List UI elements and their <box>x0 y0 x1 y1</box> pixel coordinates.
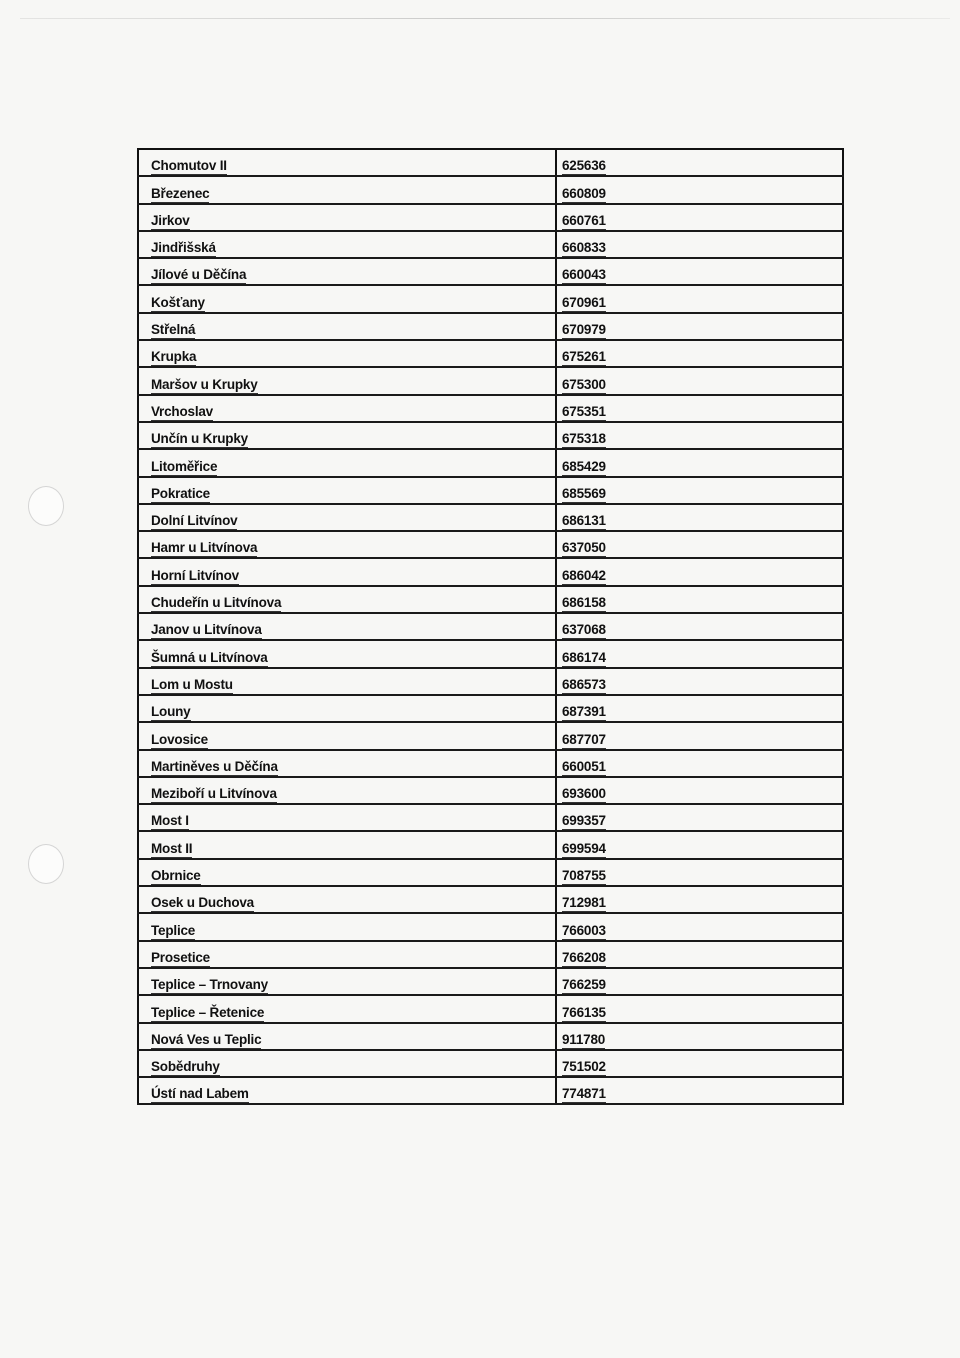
cadastral-area-name-cell <box>138 285 556 312</box>
table-row <box>138 777 843 804</box>
cadastral-area-code: 708755 <box>562 868 606 884</box>
cadastral-area-name-cell <box>138 859 556 886</box>
cadastral-area-code: 686131 <box>562 513 606 529</box>
table-row <box>138 313 843 340</box>
cadastral-area-code: 766208 <box>562 949 606 965</box>
cadastral-area-name: Košťany <box>151 294 205 310</box>
cadastral-area-code-cell <box>556 777 843 804</box>
cadastral-area-code: 699357 <box>562 813 606 829</box>
cadastral-area-code: 766003 <box>562 922 606 938</box>
cadastral-area-code: 687391 <box>562 704 606 720</box>
cadastral-area-code: 685429 <box>562 458 606 474</box>
cadastral-area-code-cell <box>556 477 843 504</box>
cadastral-area-name-cell <box>138 258 556 285</box>
cadastral-area-name-cell <box>138 777 556 804</box>
cadastral-area-name-cell <box>138 558 556 585</box>
cadastral-area-name-cell <box>138 204 556 231</box>
cadastral-area-code-cell <box>556 750 843 777</box>
cadastral-area-name: Jirkov <box>151 212 190 228</box>
table-row <box>138 1023 843 1050</box>
cadastral-area-name-cell <box>138 149 556 176</box>
cadastral-area-code: 686174 <box>562 649 606 665</box>
cadastral-area-code-cell <box>556 558 843 585</box>
table-row <box>138 204 843 231</box>
table-row <box>138 695 843 722</box>
cadastral-area-code: 774871 <box>562 1086 606 1102</box>
cadastral-area-code-cell <box>556 367 843 394</box>
cadastral-area-code: 625636 <box>562 158 606 174</box>
cadastral-area-name: Chudeřín u Litvínova <box>151 595 282 611</box>
cadastral-area-code: 675261 <box>562 349 606 365</box>
cadastral-area-code-cell <box>556 313 843 340</box>
cadastral-area-name: Teplice – Řetenice <box>151 1004 265 1020</box>
cadastral-area-code-cell <box>556 695 843 722</box>
punch-hole-bottom <box>28 844 64 884</box>
cadastral-area-name: Sobědruhy <box>151 1059 220 1075</box>
cadastral-area-name: Krupka <box>151 349 197 365</box>
cadastral-area-name-cell <box>138 422 556 449</box>
table-row <box>138 831 843 858</box>
cadastral-area-name: Střelná <box>151 322 196 338</box>
table-row <box>138 913 843 940</box>
table-row <box>138 531 843 558</box>
table-row <box>138 176 843 203</box>
table-row <box>138 586 843 613</box>
cadastral-area-name-cell <box>138 995 556 1022</box>
cadastral-area-code-cell <box>556 886 843 913</box>
cadastral-area-name: Martiněves u Děčína <box>151 758 278 774</box>
cadastral-area-name-cell <box>138 722 556 749</box>
table-row <box>138 504 843 531</box>
cadastral-area-code: 637050 <box>562 540 606 556</box>
cadastral-area-name-cell <box>138 313 556 340</box>
cadastral-area-name-cell <box>138 668 556 695</box>
scan-artifact-line <box>20 18 950 19</box>
cadastral-area-name-cell <box>138 941 556 968</box>
cadastral-area-code: 675318 <box>562 431 606 447</box>
table-row <box>138 613 843 640</box>
table-row <box>138 941 843 968</box>
cadastral-area-name-cell <box>138 831 556 858</box>
cadastral-area-name-cell <box>138 1023 556 1050</box>
cadastral-area-name: Horní Litvínov <box>151 567 239 583</box>
cadastral-area-name: Nová Ves u Teplic <box>151 1031 262 1047</box>
table-row <box>138 422 843 449</box>
cadastral-area-code-cell <box>556 586 843 613</box>
cadastral-area-code: 712981 <box>562 895 606 911</box>
table-row <box>138 285 843 312</box>
cadastral-area-name: Vrchoslav <box>151 403 213 419</box>
cadastral-area-code-cell <box>556 395 843 422</box>
cadastral-area-code: 766135 <box>562 1004 606 1020</box>
cadastral-area-name-cell <box>138 1050 556 1077</box>
cadastral-area-code: 766259 <box>562 977 606 993</box>
table-row <box>138 258 843 285</box>
cadastral-area-name: Osek u Duchova <box>151 895 254 911</box>
cadastral-area-code-cell <box>556 449 843 476</box>
cadastral-area-code-cell <box>556 722 843 749</box>
cadastral-area-code-cell <box>556 1023 843 1050</box>
cadastral-area-code: 686042 <box>562 567 606 583</box>
cadastral-area-code-cell <box>556 668 843 695</box>
cadastral-area-code-cell <box>556 804 843 831</box>
cadastral-area-name-cell <box>138 231 556 258</box>
table-row <box>138 750 843 777</box>
table-row <box>138 640 843 667</box>
table-row <box>138 449 843 476</box>
cadastral-area-code-cell <box>556 422 843 449</box>
cadastral-area-code: 675351 <box>562 403 606 419</box>
cadastral-area-code: 686573 <box>562 676 606 692</box>
cadastral-area-name-cell <box>138 176 556 203</box>
cadastral-area-name: Meziboří u Litvínova <box>151 786 277 802</box>
cadastral-area-code-cell <box>556 176 843 203</box>
cadastral-area-code-cell <box>556 340 843 367</box>
cadastral-area-name: Teplice <box>151 922 196 938</box>
table-row <box>138 722 843 749</box>
cadastral-area-name: Jílové u Děčína <box>151 267 247 283</box>
cadastral-area-table <box>137 148 844 1105</box>
table-row <box>138 968 843 995</box>
cadastral-area-code-cell <box>556 1050 843 1077</box>
cadastral-area-name: Most II <box>151 840 193 856</box>
cadastral-area-name-cell <box>138 340 556 367</box>
cadastral-area-code-cell <box>556 531 843 558</box>
cadastral-area-code-cell <box>556 859 843 886</box>
cadastral-area-name: Ústí nad Labem <box>151 1086 249 1102</box>
cadastral-area-code: 660833 <box>562 240 606 256</box>
cadastral-area-name: Šumná u Litvínova <box>151 649 268 665</box>
cadastral-area-code-cell <box>556 149 843 176</box>
table-row <box>138 367 843 394</box>
table-row <box>138 859 843 886</box>
cadastral-area-code: 675300 <box>562 376 606 392</box>
table-row <box>138 995 843 1022</box>
cadastral-area-name-cell <box>138 640 556 667</box>
cadastral-area-name-cell <box>138 613 556 640</box>
table-row <box>138 340 843 367</box>
table-body <box>138 149 843 1104</box>
cadastral-area-code: 660809 <box>562 185 606 201</box>
cadastral-area-code: 751502 <box>562 1059 606 1075</box>
cadastral-area-code: 660043 <box>562 267 606 283</box>
cadastral-area-name: Louny <box>151 704 191 720</box>
cadastral-area-name: Prosetice <box>151 949 210 965</box>
cadastral-area-name-cell <box>138 395 556 422</box>
table-row <box>138 149 843 176</box>
cadastral-area-name: Jindřišská <box>151 240 216 256</box>
cadastral-area-code-cell <box>556 995 843 1022</box>
table-row <box>138 1050 843 1077</box>
cadastral-area-name: Maršov u Krupky <box>151 376 258 392</box>
cadastral-area-name-cell <box>138 531 556 558</box>
cadastral-area-name: Unčín u Krupky <box>151 431 248 447</box>
cadastral-area-code: 637068 <box>562 622 606 638</box>
table-row <box>138 558 843 585</box>
cadastral-area-name: Dolní Litvínov <box>151 513 238 529</box>
cadastral-area-name: Teplice – Trnovany <box>151 977 268 993</box>
cadastral-area-name: Pokratice <box>151 485 210 501</box>
cadastral-area-name-cell <box>138 1077 556 1104</box>
cadastral-area-code: 685569 <box>562 485 606 501</box>
cadastral-area-code-cell <box>556 831 843 858</box>
cadastral-area-code: 660761 <box>562 212 606 228</box>
cadastral-area-name: Chomutov II <box>151 158 227 174</box>
cadastral-area-name-cell <box>138 367 556 394</box>
cadastral-area-name-cell <box>138 804 556 831</box>
cadastral-area-code-cell <box>556 640 843 667</box>
cadastral-area-name: Lom u Mostu <box>151 676 233 692</box>
cadastral-area-code: 660051 <box>562 758 606 774</box>
cadastral-area-code: 670979 <box>562 322 606 338</box>
cadastral-area-name-cell <box>138 695 556 722</box>
cadastral-area-code: 686158 <box>562 595 606 611</box>
cadastral-area-code-cell <box>556 231 843 258</box>
cadastral-area-code-cell <box>556 968 843 995</box>
cadastral-area-name-cell <box>138 477 556 504</box>
cadastral-area-name-cell <box>138 886 556 913</box>
cadastral-area-name: Obrnice <box>151 868 201 884</box>
cadastral-area-name-cell <box>138 968 556 995</box>
cadastral-area-name-cell <box>138 449 556 476</box>
table-row <box>138 1077 843 1104</box>
cadastral-area-code-cell <box>556 258 843 285</box>
table-row <box>138 804 843 831</box>
table-row <box>138 477 843 504</box>
cadastral-area-code-cell <box>556 913 843 940</box>
table-row <box>138 395 843 422</box>
cadastral-area-name-cell <box>138 750 556 777</box>
cadastral-area-code: 687707 <box>562 731 606 747</box>
cadastral-area-code: 911780 <box>562 1031 606 1047</box>
cadastral-area-name: Litoměřice <box>151 458 218 474</box>
cadastral-area-name: Janov u Litvínova <box>151 622 262 638</box>
cadastral-area-name: Most I <box>151 813 189 829</box>
cadastral-area-name: Březenec <box>151 185 210 201</box>
cadastral-area-code: 699594 <box>562 840 606 856</box>
cadastral-area-code-cell <box>556 204 843 231</box>
punch-hole-top <box>28 486 64 526</box>
table-row <box>138 231 843 258</box>
cadastral-area-name-cell <box>138 504 556 531</box>
cadastral-area-code-cell <box>556 941 843 968</box>
cadastral-area-code-cell <box>556 1077 843 1104</box>
cadastral-area-code: 693600 <box>562 786 606 802</box>
cadastral-area-name: Lovosice <box>151 731 208 747</box>
cadastral-area-name: Hamr u Litvínova <box>151 540 258 556</box>
cadastral-area-name-cell <box>138 913 556 940</box>
cadastral-area-code-cell <box>556 504 843 531</box>
cadastral-area-code-cell <box>556 613 843 640</box>
cadastral-area-code: 670961 <box>562 294 606 310</box>
cadastral-area-name-cell <box>138 586 556 613</box>
table-row <box>138 668 843 695</box>
table-row <box>138 886 843 913</box>
cadastral-area-code-cell <box>556 285 843 312</box>
